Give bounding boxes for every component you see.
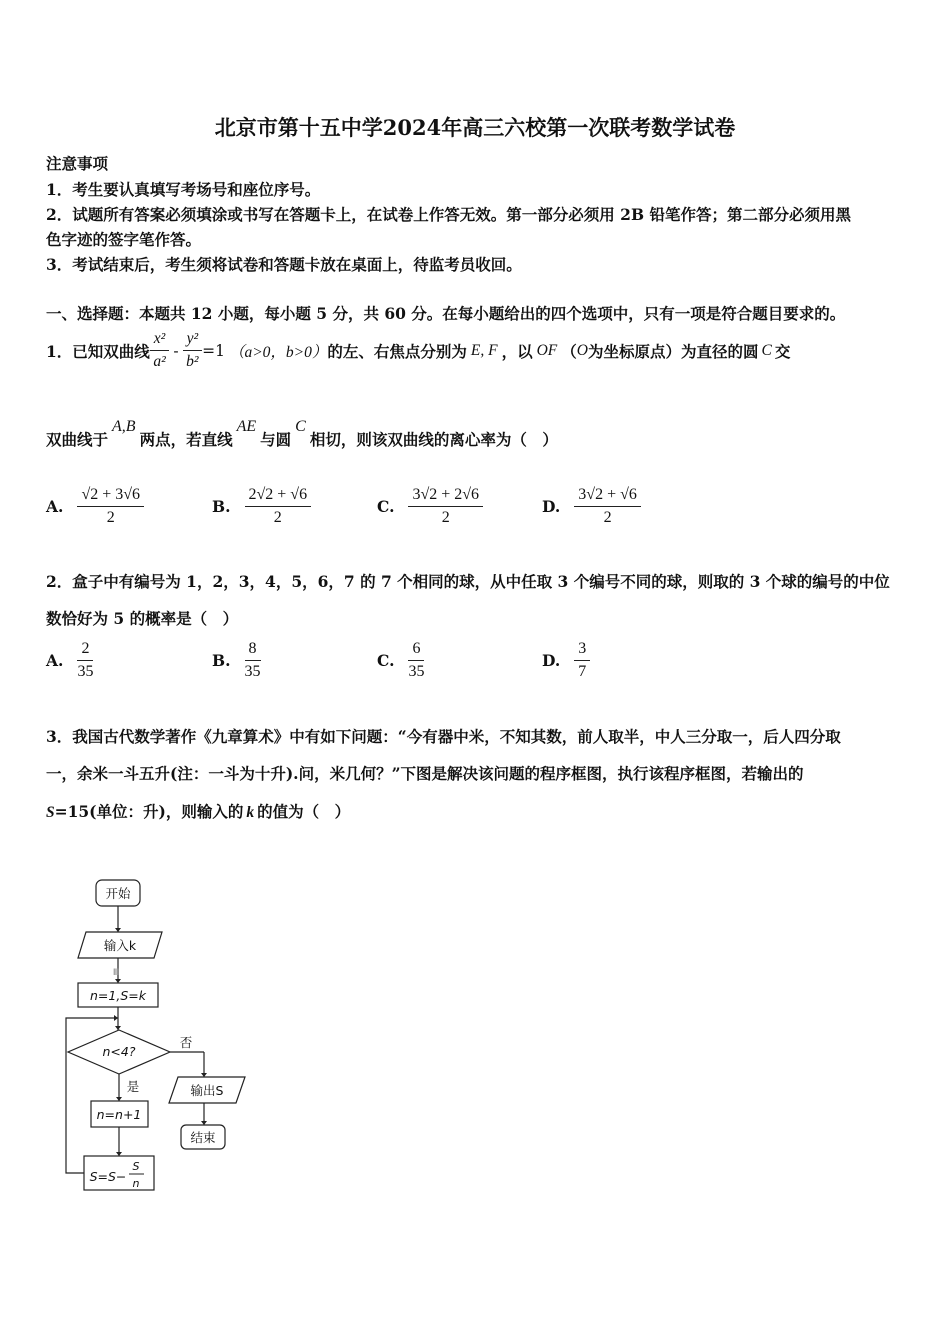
option-num: 3√2 + 2√6 (408, 486, 483, 507)
flow-condition-label: n<4? (102, 1044, 136, 1059)
q1-c: C (761, 341, 772, 359)
note-item-2: 2．试题所有答案必须填涂或书写在答题卡上，在试卷上作答无效。第一部分必须用 2B 铅笔作答；第二部分必须用黑 (46, 205, 851, 224)
option-label: B. (212, 651, 231, 670)
flow-update-left: S=S− (89, 1169, 127, 1184)
q1-ae: AE (236, 418, 257, 435)
notes-heading: 注意事项 (46, 154, 109, 173)
note-item-2-cont: 色字迹的签字笔作答。 (46, 230, 202, 249)
flow-yes-label: 是 (126, 1079, 140, 1094)
option-num: 6 (408, 640, 424, 661)
question-3-line1: 3．我国古代数学著作《九章算术》中有如下问题：“今有器中米，不知其数，前人取半，中人三分取一，后人四分取 (46, 727, 841, 746)
q1-t1: 的左、右焦点分别为 (327, 341, 467, 361)
option-den: 35 (77, 663, 94, 680)
option-num: 2√2 + √6 (245, 486, 312, 507)
q1-line2b: 两点，若直线 (139, 430, 233, 449)
question-2-line2: 数恰好为 5 的概率是（ ） (46, 609, 239, 628)
q1-line2c: 与圆 (260, 430, 292, 449)
flow-input-label: 输入k (103, 938, 137, 953)
option-label: B. (212, 497, 231, 516)
q1-t5: 交 (774, 341, 791, 361)
flow-start-label: 开始 (105, 886, 131, 901)
flow-output-label: 输出S (190, 1083, 224, 1098)
option-den: 2 (441, 509, 450, 526)
q1-ab: A,B (112, 418, 136, 435)
flow-update-den: n (132, 1177, 140, 1190)
option-den: 7 (578, 663, 587, 680)
flow-mark: Ⅲ (112, 968, 120, 978)
q1-t4: 为坐标原点）为直径的圆 (588, 341, 759, 361)
q1-minus: - (173, 341, 179, 360)
option-label: A. (46, 497, 64, 516)
q1-x2: x² (150, 330, 170, 351)
q1-prefix: 1．已知双曲线 (46, 341, 150, 361)
option-label: D. (542, 497, 561, 516)
q1-cond: （a>0，b>0） (228, 343, 328, 361)
option-num: 3 (574, 640, 590, 661)
q3-k: k (246, 804, 255, 821)
option-num: 3√2 + √6 (574, 486, 641, 507)
option-label: C. (377, 651, 395, 670)
flow-no-label: 否 (179, 1035, 193, 1050)
flow-end-label: 结束 (190, 1130, 216, 1145)
option-label: D. (542, 651, 561, 670)
q1-t2: ，以 (501, 341, 533, 361)
arrow-head (115, 1026, 121, 1030)
q1-line2a: 双曲线于 (46, 430, 109, 449)
note-item-1: 1．考生要认真填写考场号和座位序号。 (46, 180, 321, 199)
q1-ef: E, F (470, 341, 498, 359)
flow-inc-label: n=n+1 (96, 1107, 142, 1122)
q3-s: S (46, 804, 55, 821)
option-num: 8 (245, 640, 261, 661)
q3-line3a: =15(单位：升)，则输入的 (54, 802, 244, 821)
option-label: C. (377, 497, 395, 516)
page-title: 北京市第十五中学2024年高三六校第一次联考数学试卷 (214, 115, 736, 140)
question-3-line2: 一，余米一斗五升(注：一斗为十升).问，米几何？”下图是解决该问题的程序框图，执行该程序框图，若输出的 (46, 764, 804, 783)
section-heading: 一、选择题：本题共 12 小题，每小题 5 分，共 60 分。在每小题给出的四个选项中，只有一项是符合题目要求的。 (46, 304, 846, 323)
q1-a2: a² (153, 353, 166, 370)
q1-y2: y² (183, 330, 203, 351)
question-2-line1: 2．盒子中有编号为 1，2，3，4，5，6，7 的 7 个相同的球，从中任取 3 个编号不同的球，则取的 3 个球的编号的中位 (46, 572, 890, 591)
q1-line2d: 相切，则该双曲线的离心率为（ ） (309, 430, 558, 449)
q1-of: OF (536, 341, 558, 359)
flow-update-num: S (132, 1160, 140, 1173)
option-den: 2 (603, 509, 612, 526)
q1-o: O (576, 341, 588, 359)
q3-line3b: 的值为（ ） (257, 802, 351, 821)
note-item-3: 3．考试结束后，考生须将试卷和答题卡放在桌面上，待监考员收回。 (46, 255, 522, 274)
option-num: √2 + 3√6 (77, 486, 144, 507)
option-den: 2 (273, 509, 282, 526)
flow-init-label: n=1,S=k (90, 988, 146, 1003)
option-num: 2 (77, 640, 93, 661)
q1-b2: b² (186, 353, 199, 370)
option-den: 2 (106, 509, 115, 526)
option-den: 35 (408, 663, 425, 680)
q1-eq1: =1 (202, 341, 225, 360)
option-label: A. (46, 651, 64, 670)
q1-c2: C (295, 418, 306, 435)
option-den: 35 (244, 663, 261, 680)
q1-t3: （ (561, 341, 577, 361)
